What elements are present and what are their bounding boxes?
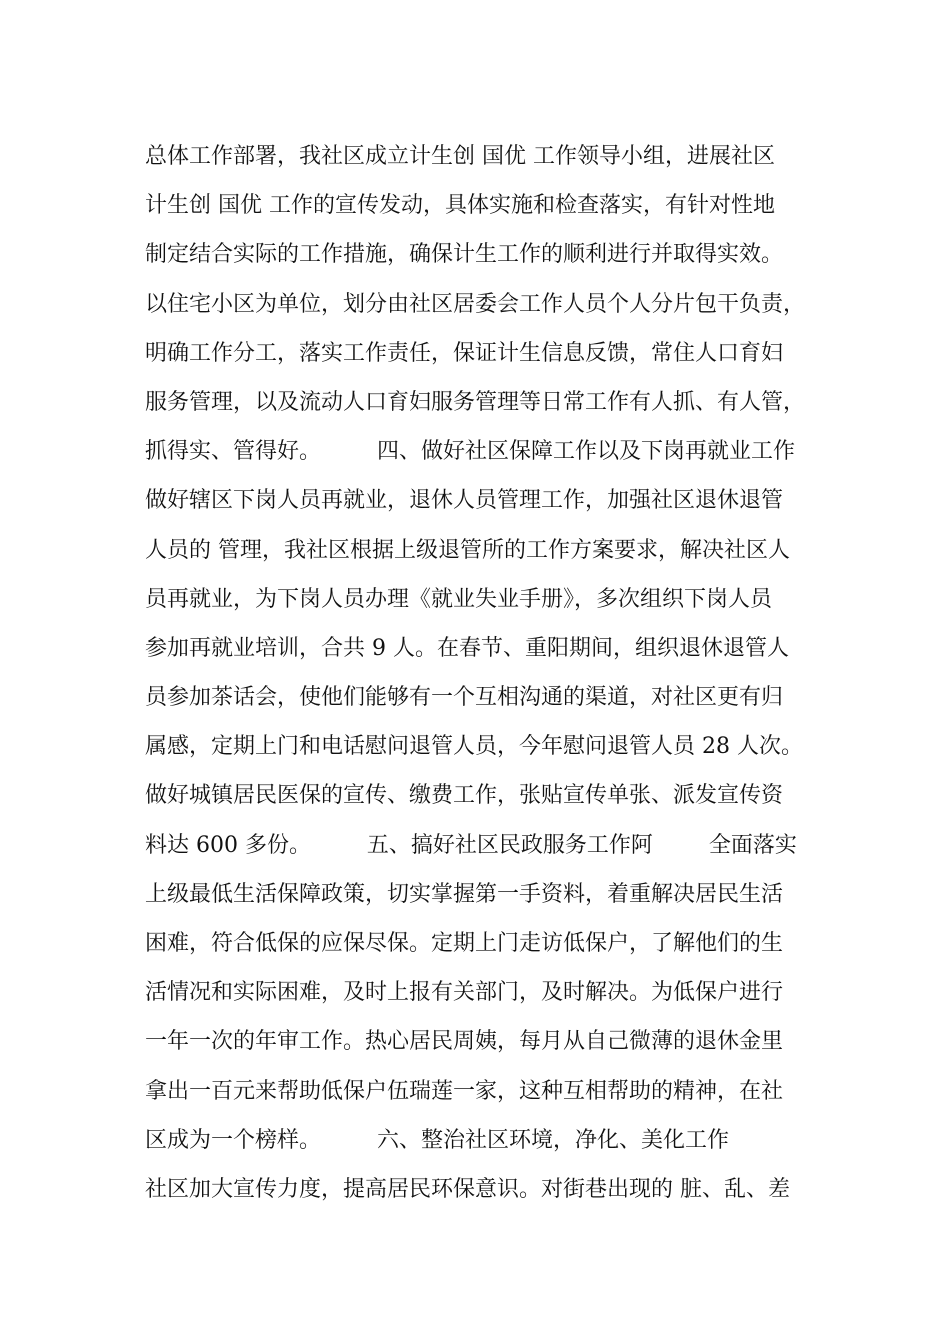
text-line: 一年一次的年审工作。热心居民周姨，每月从自己微薄的退休金里 [145,1029,784,1055]
text-line: 拿出一百元来帮助低保户伍瑞莲一家，这种互相帮助的精神，在社 [145,1078,784,1104]
text-line: 员参加茶话会，使他们能够有一个互相沟通的渠道，对社区更有归 [145,685,784,711]
text-line: 人员的 管理，我社区根据上级退管所的工作方案要求，解决社区人 [145,537,790,563]
text-line: 料达 600 多份。 五、搞好社区民政服务工作阿 全面落实 [145,832,797,858]
body-text [145,132,815,1214]
text-line: 员再就业，为下岗人员办理《就业失业手册》，多次组织下岗人员 [145,586,773,612]
text-line: 区成为一个榜样。 六、整治社区环境，净化、美化工作 [145,1127,729,1153]
text-line: 服务管理，以及流动人口育妇服务管理等日常工作有人抓、有人管， [145,389,806,415]
text-line: 上级最低生活保障政策，切实掌握第一手资料，着重解决居民生活 [145,881,784,907]
text-line: 活情况和实际困难，及时上报有关部门，及时解决。为低保户进行 [145,980,784,1006]
text-line: 抓得实、管得好。 四、做好社区保障工作以及下岗再就业工作 [145,439,795,465]
text-line: 制定结合实际的工作措施，确保计生工作的顺利进行并取得实效。 [145,242,784,268]
text-line: 计生创 国优 工作的宣传发动，具体实施和检查落实，有针对性地 [145,193,775,219]
text-line: 参加再就业培训，合共 9 人。在春节、重阳期间，组织退休退管人 [145,635,789,661]
text-line: 做好城镇居民医保的宣传、缴费工作，张贴宣传单张、派发宣传资 [145,783,784,809]
text-line: 做好辖区下岗人员再就业，退休人员管理工作，加强社区退休退管 [145,488,784,514]
text-line: 属感，定期上门和电话慰问退管人员，今年慰问退管人员 28 人次。 [145,734,803,760]
text-line: 以住宅小区为单位，划分由社区居委会工作人员个人分片包干负责， [145,291,806,317]
text-line: 社区加大宣传力度，提高居民环保意识。对街巷出现的 脏、乱、差 [145,1176,790,1202]
text-line: 总体工作部署，我社区成立计生创 国优 工作领导小组，进展社区 [145,144,775,169]
text-line: 明确工作分工，落实工作责任，保证计生信息反馈，常住人口育妇 [145,340,784,366]
text-line: 困难，符合低保的应保尽保。定期上门走访低保户，了解他们的生 [145,931,784,956]
